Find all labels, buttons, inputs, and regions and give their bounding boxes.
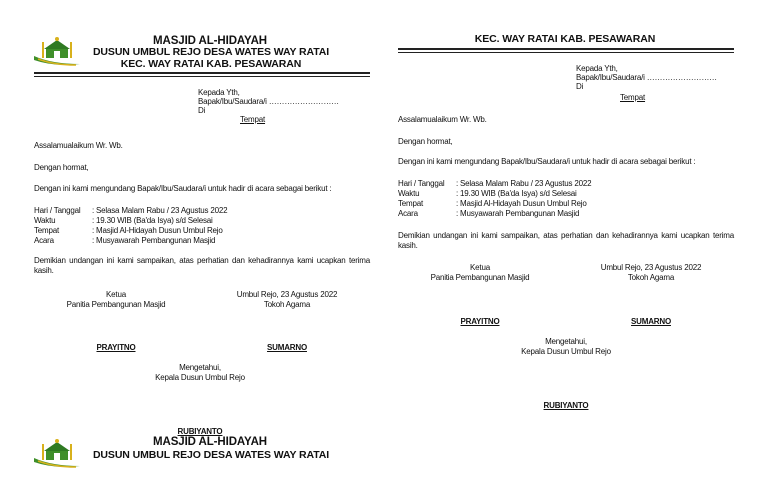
- sign-right-name: SUMARNO: [631, 317, 671, 326]
- detail-value: : Masjid Al-Hidayah Dusun Umbul Rejo: [92, 226, 223, 235]
- detail-value: : Selasa Malam Rabu / 23 Agustus 2022: [456, 179, 592, 188]
- detail-value: : Musyawarah Pembangunan Masjid: [456, 209, 580, 218]
- detail-row: [34, 226, 227, 236]
- sign-right-date: Umbul Rejo, 23 Agustus 2022: [600, 263, 702, 272]
- detail-label: Hari / Tanggal: [398, 179, 445, 188]
- detail-label: Waktu: [34, 216, 56, 225]
- kop-line3: KEC. WAY RATAI KAB. PESAWARAN: [474, 33, 656, 45]
- detail-label: Tempat: [398, 199, 424, 208]
- intro-text: Dengan ini kami mengundang Bapak/Ibu/Saudara/i untuk hadir di acara sebagai berikut :: [34, 184, 332, 193]
- detail-row: [398, 189, 591, 199]
- detail-row: [34, 206, 227, 216]
- address-at: Di: [576, 82, 584, 91]
- sign-left-role1: Ketua: [106, 290, 126, 299]
- detail-row: [34, 236, 227, 246]
- salutation: Dengan hormat,: [34, 163, 89, 172]
- kop-line2: DUSUN UMBUL REJO DESA WATES WAY RATAI: [92, 46, 330, 58]
- greeting: Assalamualaikum Wr. Wb.: [398, 115, 487, 124]
- kop-rule: [398, 48, 734, 50]
- detail-value: : 19.30 WIB (Ba'da Isya) s/d Selesai: [456, 189, 577, 198]
- sign-left-role2: Panitia Pembangunan Masjid: [430, 273, 530, 282]
- right-invitation-page: [384, 0, 768, 503]
- sign-left-name: PRAYITNO: [460, 317, 500, 326]
- salutation: Dengan hormat,: [398, 137, 453, 146]
- kop2-title: MASJID AL-HIDAYAH: [153, 436, 267, 448]
- event-details: [398, 179, 591, 219]
- intro-text: Dengan ini kami mengundang Bapak/Ibu/Saudara/i untuk hadir di acara sebagai berikut :: [398, 157, 696, 166]
- sign-right-date: Umbul Rejo, 23 Agustus 2022: [236, 290, 338, 299]
- address-to: Kepada Yth,: [576, 64, 618, 73]
- known-1: Mengetahui,: [179, 363, 221, 372]
- kop2-line2: DUSUN UMBUL REJO DESA WATES WAY RATAI: [92, 449, 330, 461]
- detail-value: : Selasa Malam Rabu / 23 Agustus 2022: [92, 206, 228, 215]
- known-name: RUBIYANTO: [177, 427, 223, 436]
- greeting: Assalamualaikum Wr. Wb.: [34, 141, 123, 150]
- known-1: Mengetahui,: [545, 337, 587, 346]
- address-at: Di: [198, 106, 206, 115]
- sign-right-role: Tokoh Agama: [263, 300, 311, 309]
- known-2: Kepala Dusun Umbul Rejo: [155, 373, 245, 382]
- address-recipient: Bapak/Ibu/Saudara/i ………………………: [198, 97, 339, 106]
- detail-row: [398, 209, 591, 219]
- sign-left-role1: Ketua: [470, 263, 490, 272]
- kop-rule-thin: [34, 76, 370, 77]
- kop-rule: [34, 72, 370, 74]
- address-place: Tempat: [620, 93, 646, 102]
- kop-line3: KEC. WAY RATAI KAB. PESAWARAN: [120, 58, 302, 70]
- sign-right-name: SUMARNO: [267, 343, 307, 352]
- detail-label: Waktu: [398, 189, 420, 198]
- mosque-logo-icon: [32, 34, 84, 68]
- kop-rule-thin: [398, 52, 734, 53]
- sign-left-name: PRAYITNO: [96, 343, 136, 352]
- detail-row: [398, 199, 591, 209]
- closing-text: Demikian undangan ini kami sampaikan, atas perhatian dan kehadirannya kami ucapkan terima kasih.: [398, 231, 734, 250]
- detail-label: Hari / Tanggal: [34, 206, 81, 215]
- address-place: Tempat: [240, 115, 266, 124]
- detail-label: Tempat: [34, 226, 60, 235]
- address-recipient: Bapak/Ibu/Saudara/i ………………………: [576, 73, 717, 82]
- detail-value: : 19.30 WIB (Ba'da Isya) s/d Selesai: [92, 216, 213, 225]
- known-name: RUBIYANTO: [543, 401, 589, 410]
- sign-right-role: Tokoh Agama: [627, 273, 675, 282]
- mosque-logo-icon: [32, 436, 84, 470]
- kop-title: MASJID AL-HIDAYAH: [153, 35, 267, 47]
- detail-label: Acara: [398, 209, 418, 218]
- detail-value: : Musyawarah Pembangunan Masjid: [92, 236, 216, 245]
- closing-text: Demikian undangan ini kami sampaikan, atas perhatian dan kehadirannya kami ucapkan terima kasih.: [34, 256, 370, 275]
- sign-left-role2: Panitia Pembangunan Masjid: [66, 300, 166, 309]
- address-to: Kepada Yth,: [198, 88, 240, 97]
- detail-row: [398, 179, 591, 189]
- event-details: [34, 206, 227, 246]
- detail-row: [34, 216, 227, 226]
- known-2: Kepala Dusun Umbul Rejo: [521, 347, 611, 356]
- detail-value: : Masjid Al-Hidayah Dusun Umbul Rejo: [456, 199, 587, 208]
- detail-label: Acara: [34, 236, 54, 245]
